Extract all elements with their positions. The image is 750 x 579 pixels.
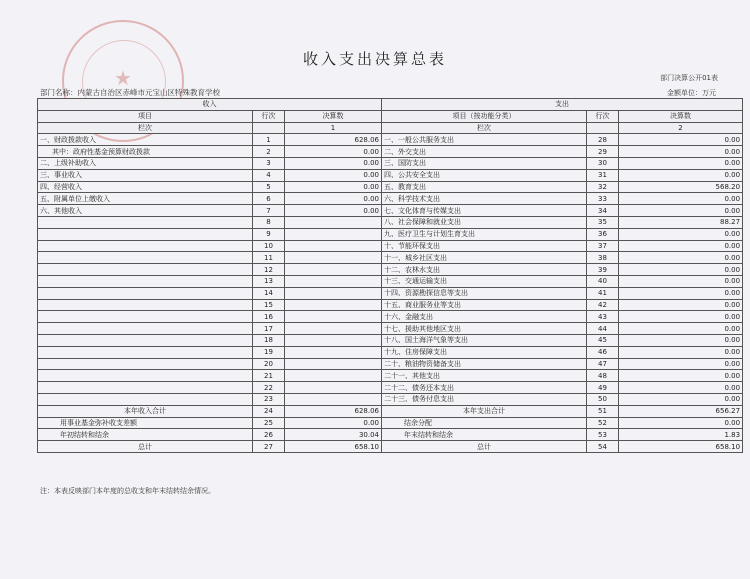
- income-line: 4: [253, 169, 285, 181]
- income-item: 六、其他收入: [38, 205, 253, 217]
- income-line: 12: [253, 264, 285, 276]
- expense-amount: 0.00: [619, 205, 743, 217]
- table-row: [38, 205, 743, 217]
- total-row: [38, 441, 743, 453]
- col-amount: 决算数: [285, 110, 382, 122]
- expense-header: 支出: [382, 99, 743, 111]
- section-header-row: [38, 99, 743, 111]
- income-amount: [285, 346, 382, 358]
- form-number: 部门决算公开01表: [660, 74, 718, 82]
- income-amount: 0.00: [285, 181, 382, 193]
- expense-item: 二十三、债务付息支出: [382, 393, 587, 405]
- expense-line: 33: [587, 193, 619, 205]
- expense-amount: 0.00: [619, 334, 743, 346]
- income-amount: 0.00: [285, 205, 382, 217]
- income-item: [38, 370, 253, 382]
- income-item: [38, 299, 253, 311]
- total-row: [38, 417, 743, 429]
- income-expense-table: [37, 98, 743, 453]
- col-item: 项目: [38, 110, 253, 122]
- expense-line: 46: [587, 346, 619, 358]
- expense-item: 二、外交支出: [382, 146, 587, 158]
- expense-amount: 0.00: [619, 157, 743, 169]
- income-line: 17: [253, 323, 285, 335]
- income-item: [38, 311, 253, 323]
- expense-amount: 0.00: [619, 323, 743, 335]
- income-line: 5: [253, 181, 285, 193]
- expense-item: 十八、国土海洋气象等支出: [382, 334, 587, 346]
- expense-item: 七、文化体育与传媒支出: [382, 205, 587, 217]
- expense-item: 四、公共安全支出: [382, 169, 587, 181]
- income-item: [38, 382, 253, 394]
- income-header: 收入: [38, 99, 382, 111]
- income-amount: 0.00: [285, 169, 382, 181]
- income-amount: [285, 370, 382, 382]
- expense-item: 十二、农林水支出: [382, 264, 587, 276]
- expense-amount: 0.00: [619, 311, 743, 323]
- income-line: 20: [253, 358, 285, 370]
- income-amount: 30.04: [285, 429, 382, 441]
- col-line: 行次: [253, 110, 285, 122]
- expense-line: 36: [587, 228, 619, 240]
- income-item: 一、财政拨款收入: [38, 134, 253, 146]
- col-index-label: 栏次: [38, 122, 253, 134]
- income-item: [38, 358, 253, 370]
- table-row: [38, 252, 743, 264]
- expense-item: 十四、资源勘探信息等支出: [382, 287, 587, 299]
- expense-line: 50: [587, 393, 619, 405]
- table-row: [38, 228, 743, 240]
- expense-line: 43: [587, 311, 619, 323]
- table-row: [38, 323, 743, 335]
- income-line: 23: [253, 393, 285, 405]
- expense-item: 本年支出合计: [382, 405, 587, 417]
- income-item: [38, 346, 253, 358]
- total-row: [38, 405, 743, 417]
- income-item: 用事业基金弥补收支差额: [38, 417, 253, 429]
- expense-item: 总计: [382, 441, 587, 453]
- expense-item: 二十、粮油物资储备支出: [382, 358, 587, 370]
- col-item-exp: 项目（按功能分类）: [382, 110, 587, 122]
- expense-amount: 0.00: [619, 228, 743, 240]
- expense-line: 40: [587, 275, 619, 287]
- expense-item: 十七、援助其他地区支出: [382, 323, 587, 335]
- col-amount-exp: 决算数: [619, 110, 743, 122]
- income-amount: 0.00: [285, 146, 382, 158]
- table-row: [38, 264, 743, 276]
- expense-item: 二十二、债务还本支出: [382, 382, 587, 394]
- expense-line: 45: [587, 334, 619, 346]
- expense-line: 32: [587, 181, 619, 193]
- expense-line: 54: [587, 441, 619, 453]
- income-amount: [285, 311, 382, 323]
- col-index-1: 1: [285, 122, 382, 134]
- expense-line: 48: [587, 370, 619, 382]
- expense-line: 44: [587, 323, 619, 335]
- income-item: [38, 275, 253, 287]
- expense-amount: 656.27: [619, 405, 743, 417]
- income-line: 7: [253, 205, 285, 217]
- table-row: [38, 287, 743, 299]
- expense-amount: 0.00: [619, 193, 743, 205]
- income-item: [38, 334, 253, 346]
- table-row: [38, 193, 743, 205]
- income-amount: [285, 240, 382, 252]
- income-amount: 0.00: [285, 417, 382, 429]
- expense-line: 52: [587, 417, 619, 429]
- expense-amount: 0.00: [619, 134, 743, 146]
- income-line: 16: [253, 311, 285, 323]
- income-line: 19: [253, 346, 285, 358]
- expense-item: 九、医疗卫生与计划生育支出: [382, 228, 587, 240]
- expense-item: 十五、商业服务业等支出: [382, 299, 587, 311]
- table-row: [38, 299, 743, 311]
- income-line: 6: [253, 193, 285, 205]
- income-line: 1: [253, 134, 285, 146]
- expense-item: 八、社会保障和就业支出: [382, 216, 587, 228]
- table-row: [38, 370, 743, 382]
- income-item: 其中：政府性基金预算财政拨款: [38, 146, 253, 158]
- expense-amount: 0.00: [619, 264, 743, 276]
- expense-line: 49: [587, 382, 619, 394]
- income-item: 总计: [38, 441, 253, 453]
- expense-amount: 0.00: [619, 299, 743, 311]
- table-row: [38, 216, 743, 228]
- table-row: [38, 169, 743, 181]
- expense-amount: 88.27: [619, 216, 743, 228]
- table-row: [38, 181, 743, 193]
- income-amount: [285, 393, 382, 405]
- expense-line: 51: [587, 405, 619, 417]
- income-amount: [285, 264, 382, 276]
- expense-amount: 1.83: [619, 429, 743, 441]
- income-line: 9: [253, 228, 285, 240]
- expense-line: 34: [587, 205, 619, 217]
- expense-line: 31: [587, 169, 619, 181]
- income-line: 18: [253, 334, 285, 346]
- col-index-exp-label: 栏次: [382, 122, 587, 134]
- table-row: [38, 358, 743, 370]
- table-row: [38, 240, 743, 252]
- expense-amount: 0.00: [619, 252, 743, 264]
- income-amount: 0.00: [285, 157, 382, 169]
- expense-line: 47: [587, 358, 619, 370]
- table-row: [38, 393, 743, 405]
- table-row: [38, 146, 743, 158]
- expense-line: 39: [587, 264, 619, 276]
- income-item: 二、上级补助收入: [38, 157, 253, 169]
- expense-line: 37: [587, 240, 619, 252]
- income-amount: 658.10: [285, 441, 382, 453]
- income-line: 24: [253, 405, 285, 417]
- col-index-2: 2: [619, 122, 743, 134]
- expense-item: 二十一、其他支出: [382, 370, 587, 382]
- income-amount: [285, 323, 382, 335]
- income-item: 五、附属单位上缴收入: [38, 193, 253, 205]
- income-amount: [285, 275, 382, 287]
- expense-amount: 0.00: [619, 240, 743, 252]
- column-header-row: [38, 110, 743, 122]
- income-item: 四、经营收入: [38, 181, 253, 193]
- expense-line: 53: [587, 429, 619, 441]
- income-amount: [285, 287, 382, 299]
- income-line: 14: [253, 287, 285, 299]
- expense-item: 五、教育支出: [382, 181, 587, 193]
- income-item: [38, 216, 253, 228]
- income-item: [38, 393, 253, 405]
- income-amount: [285, 252, 382, 264]
- income-amount: [285, 216, 382, 228]
- table-row: [38, 334, 743, 346]
- income-line: 25: [253, 417, 285, 429]
- expense-item: 十一、城乡社区支出: [382, 252, 587, 264]
- expense-amount: 0.00: [619, 382, 743, 394]
- expense-item: 十六、金融支出: [382, 311, 587, 323]
- income-amount: [285, 334, 382, 346]
- income-line: 27: [253, 441, 285, 453]
- expense-amount: 0.00: [619, 370, 743, 382]
- income-amount: [285, 299, 382, 311]
- amount-unit: 金额单位：万元: [667, 89, 716, 97]
- expense-item: 十九、住房保障支出: [382, 346, 587, 358]
- income-line: 21: [253, 370, 285, 382]
- expense-line: 38: [587, 252, 619, 264]
- expense-line: 29: [587, 146, 619, 158]
- expense-item: 十三、交通运输支出: [382, 275, 587, 287]
- expense-line: 35: [587, 216, 619, 228]
- income-line: 22: [253, 382, 285, 394]
- table-row: [38, 157, 743, 169]
- expense-amount: 0.00: [619, 169, 743, 181]
- department-name: 部门名称：内蒙古自治区赤峰市元宝山区特殊教育学校: [40, 88, 220, 97]
- expense-item: 结余分配: [382, 417, 587, 429]
- income-line: 3: [253, 157, 285, 169]
- expense-amount: 0.00: [619, 346, 743, 358]
- income-line: 2: [253, 146, 285, 158]
- expense-amount: 0.00: [619, 393, 743, 405]
- col-line-exp: 行次: [587, 110, 619, 122]
- table-row: [38, 275, 743, 287]
- income-amount: 628.06: [285, 405, 382, 417]
- expense-item: 一、一般公共服务支出: [382, 134, 587, 146]
- expense-item: 三、国防支出: [382, 157, 587, 169]
- income-item: [38, 287, 253, 299]
- income-item: [38, 228, 253, 240]
- column-index-row: [38, 122, 743, 134]
- income-item: [38, 252, 253, 264]
- income-item: 三、事业收入: [38, 169, 253, 181]
- expense-line: 28: [587, 134, 619, 146]
- income-line: 13: [253, 275, 285, 287]
- table-row: [38, 382, 743, 394]
- income-item: [38, 240, 253, 252]
- expense-line: 41: [587, 287, 619, 299]
- expense-amount: 0.00: [619, 287, 743, 299]
- expense-amount: 0.00: [619, 275, 743, 287]
- income-item: 本年收入合计: [38, 405, 253, 417]
- income-amount: [285, 228, 382, 240]
- expense-amount: 0.00: [619, 146, 743, 158]
- seal-star-icon: ★: [114, 66, 132, 90]
- total-row: [38, 429, 743, 441]
- expense-line: 30: [587, 157, 619, 169]
- income-item: [38, 264, 253, 276]
- expense-amount: 0.00: [619, 417, 743, 429]
- expense-item: 六、科学技术支出: [382, 193, 587, 205]
- table-row: [38, 134, 743, 146]
- income-amount: [285, 358, 382, 370]
- income-line: 8: [253, 216, 285, 228]
- income-line: 11: [253, 252, 285, 264]
- income-amount: 628.06: [285, 134, 382, 146]
- income-line: 26: [253, 429, 285, 441]
- income-amount: 0.00: [285, 193, 382, 205]
- expense-line: 42: [587, 299, 619, 311]
- income-line: 15: [253, 299, 285, 311]
- expense-amount: 568.20: [619, 181, 743, 193]
- income-amount: [285, 382, 382, 394]
- income-line: 10: [253, 240, 285, 252]
- footnote: 注：本表反映部门本年度的总收支和年末结转结余情况。: [40, 487, 215, 495]
- income-item: 年初结转和结余: [38, 429, 253, 441]
- table-row: [38, 311, 743, 323]
- page-title: 收入支出决算总表: [302, 50, 447, 68]
- table-row: [38, 346, 743, 358]
- expense-item: 十、节能环保支出: [382, 240, 587, 252]
- expense-amount: 658.10: [619, 441, 743, 453]
- expense-amount: 0.00: [619, 358, 743, 370]
- expense-item: 年末结转和结余: [382, 429, 587, 441]
- income-item: [38, 323, 253, 335]
